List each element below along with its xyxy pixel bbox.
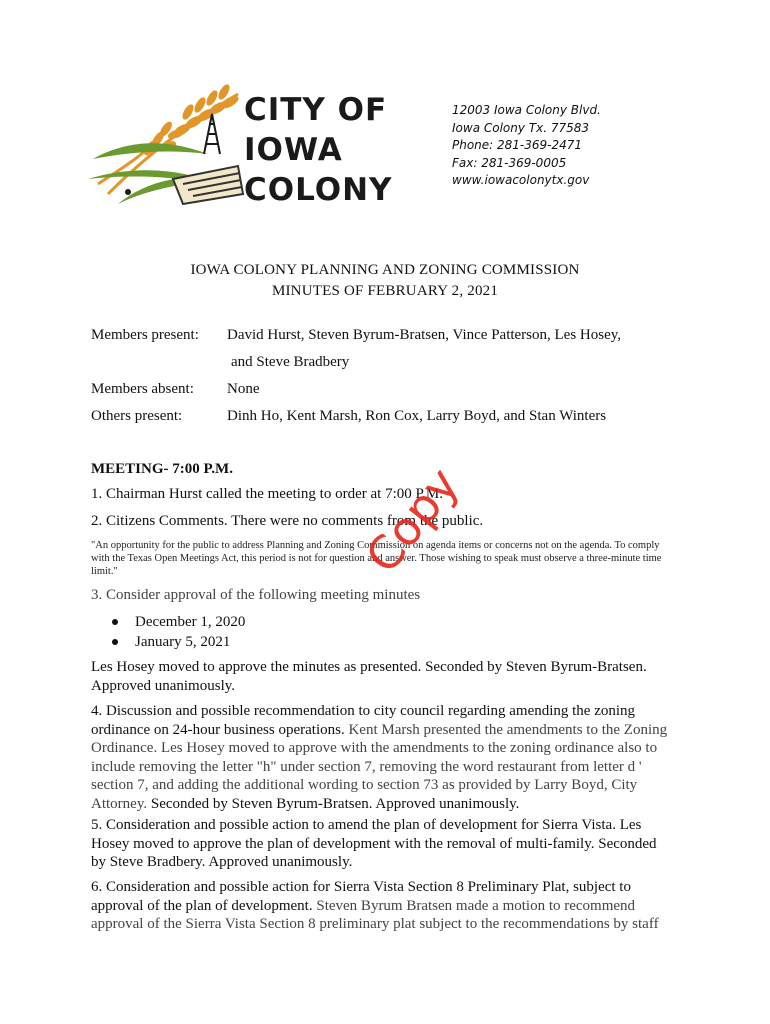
list-item	[112, 612, 245, 632]
contact-phone: Phone: 281-369-2471	[452, 138, 583, 152]
members-present-value-cont: and Steve Bradbery	[231, 354, 350, 370]
contact-address: 12003 Iowa Colony Blvd.	[452, 103, 601, 117]
contact-block	[452, 102, 601, 190]
agenda-item-4-end: Seconded by Steven Byrum-Bratsen. Approved unanimously.	[147, 795, 520, 812]
others-present-value: Dinh Ho, Kent Marsh, Ron Cox, Larry Boyd, and Stan Winters	[227, 408, 607, 424]
list-item-text: January 5, 2021	[135, 634, 231, 650]
agenda-item-4-title: 4. Discussion and possible recommendation to city council regarding amending the zoning ordinance on 24-hour business operations.	[91, 703, 636, 738]
document-subtitle: MINUTES OF FEBRUARY 2, 2021	[271, 283, 499, 299]
list-item	[112, 632, 245, 652]
logo-wordmark	[244, 90, 404, 210]
logo-line: CITY OF	[244, 92, 388, 128]
agenda-item-3-result: Les Hosey moved to approve the minutes as presented. Seconded by Steven Byrum-Bratsen. Approved unanimously.	[91, 659, 647, 694]
agenda-item-6	[91, 878, 671, 934]
contact-city: Iowa Colony Tx. 77583	[452, 120, 590, 135]
agenda-item-3: 3. Consider approval of the following meeting minutes	[91, 587, 421, 603]
agenda-item-5: 5. Consideration and possible action to amend the plan of development for Sierra Vista. Les Hosey moved to approve the plan of development with the removal of multi-family. Seconded by Steve Bradbery. Approved unanimously.	[91, 817, 657, 870]
agenda-item-4	[91, 702, 671, 813]
agenda-item-6-title: 6. Consideration and possible action for Sierra Vista Section 8 Preliminary Plat, subject to approval of the plan of development.	[91, 879, 631, 914]
bullet-icon	[112, 619, 118, 625]
contact-website[interactable]: www.iowacolonytx.gov	[452, 173, 590, 187]
contact-fax: Fax: 281-369-0005	[452, 155, 567, 170]
list-item-text: December 1, 2020	[135, 614, 246, 630]
logo-line: COLONY	[244, 172, 393, 208]
agenda-item-2: 2. Citizens Comments. There were no comments from the public.	[91, 513, 484, 529]
bullet-icon	[112, 639, 118, 645]
field-icon	[173, 166, 243, 204]
members-absent-label: Members absent:	[91, 381, 194, 397]
members-present-label: Members present:	[91, 327, 199, 343]
members-present-value: David Hurst, Steven Byrum-Bratsen, Vince Patterson, Les Hosey,	[227, 327, 622, 343]
agenda-item-6-body: Steven Byrum Bratsen made a motion to recommend approval of the Sierra Vista Section 8 preliminary plat subject to the recommendations by staff	[91, 897, 659, 932]
others-present-label: Others present:	[91, 408, 183, 424]
derrick-icon	[204, 114, 220, 154]
agenda-item-4-body: Kent Marsh presented the amendments to the Zoning Ordinance. Les Hosey moved to approve with the amendments to the zoning ordinance also to include removing the letter "h" under section 7, removing the word restaurant from letter d ' section 7, and adding the additional wording to section 73 as provided by Larry Boyd, City Attorney.	[91, 721, 668, 812]
meeting-heading: MEETING- 7:00 P.M.	[91, 461, 233, 477]
document-title: IOWA COLONY PLANNING AND ZONING COMMISSION	[190, 262, 580, 278]
watermark-text: Copy	[355, 457, 470, 583]
members-absent-value: None	[227, 381, 260, 397]
agenda-item-2-note: "An opportunity for the public to address Planning and Zoning Commission on agenda items or concerns not on the agenda. To comply with the Texas Open Meetings Act, this period is not for question and answer. Those wishing to speak must observe a three-minute time limit."	[91, 540, 662, 577]
agenda-item-1: 1. Chairman Hurst called the meeting to order at 7:00 P.M.	[91, 486, 444, 502]
minutes-list	[112, 612, 245, 652]
logo-line: IOWA	[244, 132, 343, 168]
